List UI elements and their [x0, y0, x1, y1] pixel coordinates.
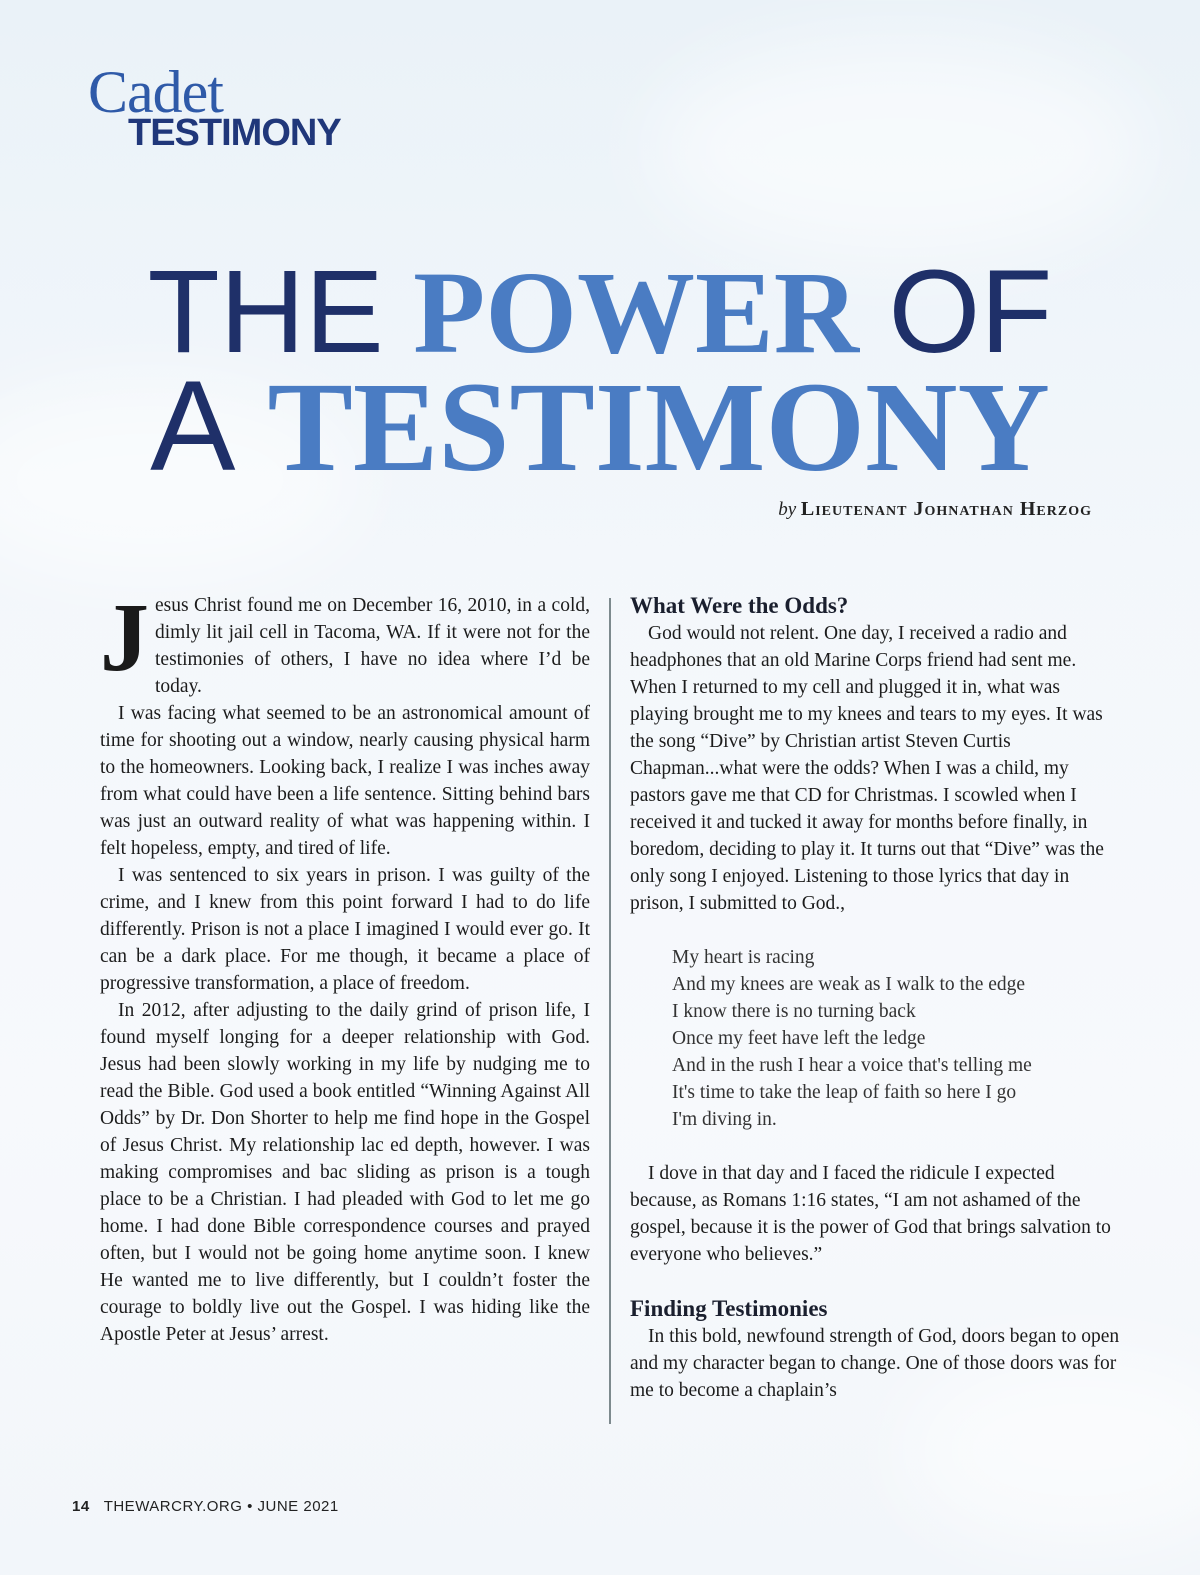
- background-cloud: [650, 40, 1150, 260]
- column-divider: [609, 598, 611, 1424]
- article-paragraph: I dove in that day and I faced the ridicule I expected because, as Romans 1:16 states, “I am not ashamed of the gospel, because it is the power of God that brings salvation to everyone who believes.”: [630, 1163, 1111, 1265]
- headline-word: POWER: [413, 247, 859, 378]
- page-number: 14: [72, 1498, 90, 1515]
- byline-by: by: [778, 499, 797, 520]
- department-caps-word: TESTIMONY: [128, 112, 341, 154]
- article-paragraph: In this bold, newfound strength of God, doors began to open and my character began to change. One of those doors was for me to become a chaplain’s: [630, 1326, 1120, 1401]
- publication-info: THEWARCRY.ORG • JUNE 2021: [103, 1498, 339, 1515]
- byline: [778, 498, 1092, 521]
- lyric-line: It's time to take the leap of faith so here I go: [672, 1082, 1017, 1103]
- page-footer: [72, 1498, 339, 1515]
- headline-word: TESTIMONY: [267, 356, 1050, 498]
- drop-cap: J: [100, 584, 149, 692]
- paragraph-text: esus Christ found me on December 16, 2010, in a cold, dimly lit jail cell in Tacoma, WA. If it were not for the testimonies of others, I have no idea where I’d be today.: [155, 595, 590, 697]
- headline-line-2: [0, 355, 1200, 498]
- headline-word: OF: [888, 246, 1053, 378]
- lyric-line: And my knees are weak as I walk to the edge: [672, 974, 1026, 995]
- lyric-line: I'm diving in.: [672, 1109, 777, 1130]
- article-paragraph: [100, 584, 590, 700]
- section-heading: What Were the Odds?: [630, 593, 849, 618]
- article-column-left: [100, 584, 590, 1348]
- lyric-line: I know there is no turning back: [672, 1001, 916, 1022]
- song-lyrics: [672, 944, 1120, 1133]
- article-paragraph: I was sentenced to six years in prison. I was guilty of the crime, and I knew from this point forward I had to do life differently. Prison is not a place I imagined I would ever go. It can be a dark place. For me though, it became a place of progressive transformation, a place of freedom.: [100, 865, 590, 994]
- department-logo: [88, 59, 341, 154]
- article-paragraph: I was facing what seemed to be an astronomical amount of time for shooting out a window, nearly causing physical harm to the homeowners. Looking back, I realize I was inches away from what could have been a life sentence. Sitting behind bars was just an outward reality of what was happening within. I felt hopeless, empty, and tired of life.: [100, 703, 590, 859]
- byline-author: Lieutenant Johnathan Herzog: [800, 498, 1092, 520]
- article-paragraph: In 2012, after adjusting to the daily grind of prison life, I found myself longing for a deeper relationship with God. Jesus had been slowly working in my life by nudging me to read the Bible. God used a book entitled “Winning Against All Odds” by Dr. Don Shorter to help me find hope in the Gospel of Jesus Christ. My relationship lac ed depth, however. I was making compromises and bac sliding as prison is a tough place to be a Christian. I had pleaded with God to let me go home. I had done Bible correspondence courses and prayed often, but I would not be going home anytime soon. I knew He wanted me to live differently, but I couldn’t foster the courage to boldly live out the Gospel. I was hiding like the Apostle Peter at Jesus’ arrest.: [100, 1000, 590, 1345]
- article-paragraph: God would not relent. One day, I received a radio and headphones that an old Marine Corps friend had sent me. When I returned to my cell and plugged it in, what was playing brought me to my knees and tears to my eyes. It was the song “Dive” by Christian artist Steven Curtis Chapman...what were the odds? When I was a child, my pastors gave me that CD for Christmas. I scowled when I received it and tucked it away for months before finally, in boredom, deciding to play it. It turns out that “Dive” was the only song I enjoyed. Listening to those lyrics that day in prison, I submitted to God.,: [630, 623, 1104, 914]
- lyric-line: Once my feet have left the ledge: [672, 1028, 926, 1049]
- lyric-line: My heart is racing: [672, 947, 815, 968]
- article-column-right: [630, 592, 1120, 1404]
- lyric-line: And in the rush I hear a voice that's telling me: [672, 1055, 1032, 1076]
- headline-word: THE: [147, 246, 384, 378]
- section-heading: Finding Testimonies: [630, 1296, 828, 1321]
- department-script-word: Cadet: [88, 59, 223, 125]
- headline-word: A: [150, 355, 236, 498]
